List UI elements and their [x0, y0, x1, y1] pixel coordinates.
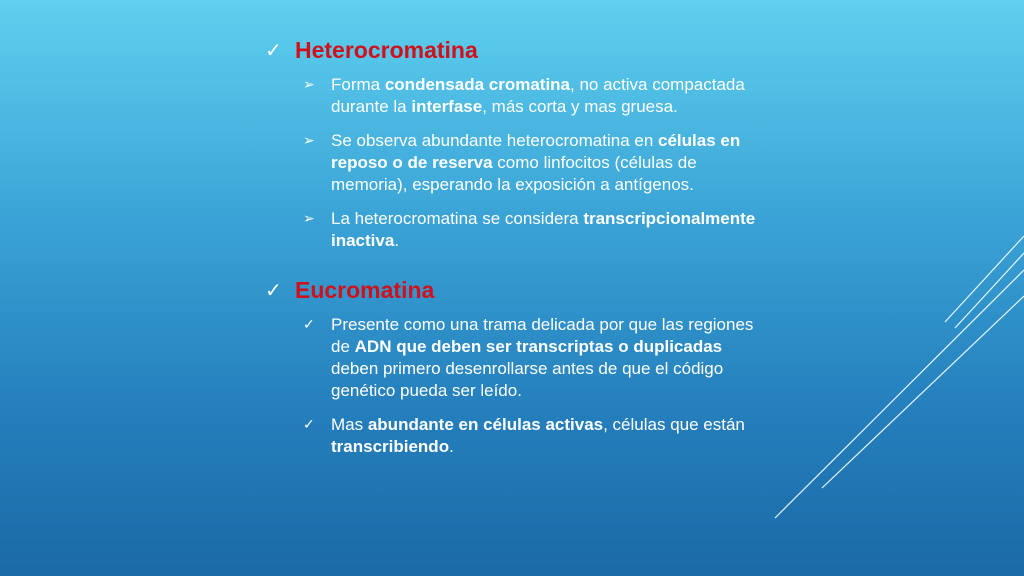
- list-item: [303, 74, 765, 118]
- bullet-text: La heterocromatina se considera transcripcionalmente inactiva.: [331, 209, 756, 250]
- section-title: Heterocromatina: [295, 36, 478, 63]
- arrowhead-icon: ➢: [303, 210, 315, 226]
- section-heterocromatina: [265, 30, 765, 252]
- slide-content: [265, 30, 765, 470]
- section-heading: [265, 270, 765, 310]
- list-item: [303, 208, 765, 252]
- section-title: Eucromatina: [295, 276, 435, 303]
- section-eucromatina: [265, 270, 765, 458]
- bullet-text: Presente como una trama delicada por que las regiones de ADN que deben ser transcriptas o duplicadas deben primero desenrollarse antes de que el código genético pueda ser leído.: [331, 315, 754, 400]
- bullet-list: [265, 74, 765, 252]
- bullet-text: Se observa abundante heterocromatina en células en reposo o de reserva como linfocitos (células de memoria), esperando la exposición a antígenos.: [331, 131, 741, 194]
- bullet-list: [265, 314, 765, 458]
- list-item: [303, 130, 765, 196]
- check-icon: ✓: [303, 316, 315, 332]
- check-icon: ✓: [265, 39, 282, 62]
- check-icon: ✓: [265, 279, 282, 302]
- bullet-text: Forma condensada cromatina, no activa compactada durante la interfase, más corta y mas gruesa.: [331, 75, 745, 116]
- check-icon: ✓: [303, 416, 315, 432]
- list-item: [303, 314, 765, 402]
- bullet-text: Mas abundante en células activas, células que están transcribiendo.: [331, 415, 745, 456]
- arrowhead-icon: ➢: [303, 76, 315, 92]
- section-heading: [265, 30, 765, 70]
- arrowhead-icon: ➢: [303, 132, 315, 148]
- list-item: [303, 414, 765, 458]
